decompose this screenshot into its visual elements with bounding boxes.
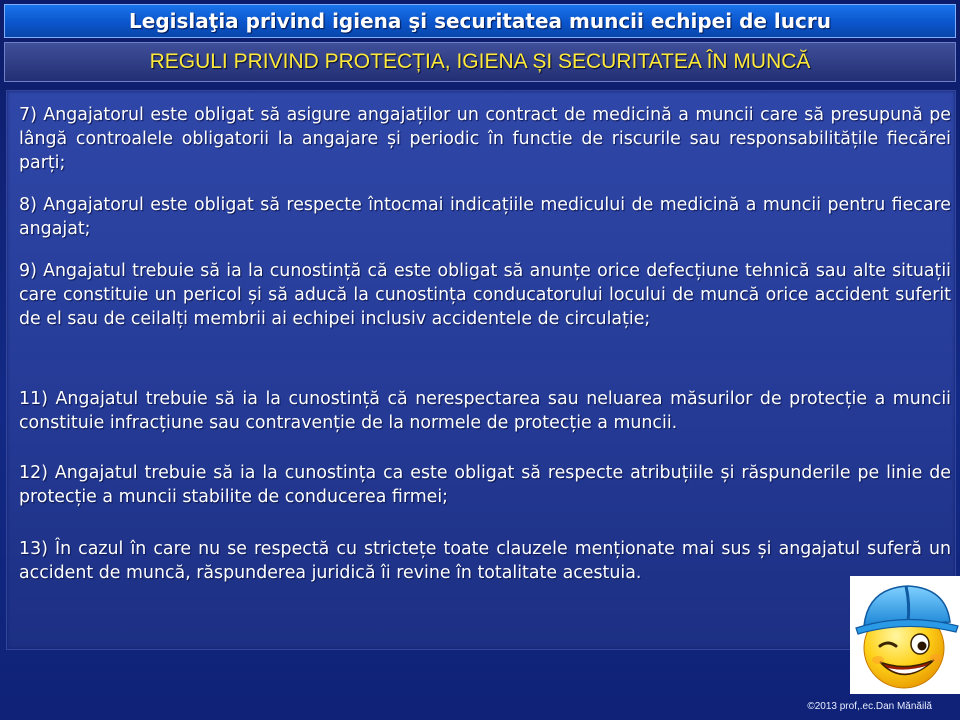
slide-title-bar	[4, 4, 956, 38]
slide-subtitle-bar	[4, 42, 956, 82]
rule-paragraph-7: 7) Angajatorul este obligat să asigure angajaților un contract de medicină a muncii care să presupună pe lângă controalele obligatorii la angajare și periodic în functie de riscurile sau responsabilitățile fiecărei parți;	[19, 105, 951, 173]
rule-paragraph-9: 9) Angajatul trebuie să ia la cunostință că este obligat să anunțe orice defecțiune tehnică sau alte situații care constituie un pericol și să aducă la cunostința conducatorului locului de muncă orice accident suferit de el sau de ceilalți membrii ai echipei inclusiv accidentele de circulație;	[19, 261, 951, 329]
slide-subtitle: REGULI PRIVIND PROTECȚIA, IGIENA ȘI SECURITATEA ÎN MUNCĂ	[149, 50, 811, 73]
rule-paragraph-12: 12) Angajatul trebuie să ia la cunostința ca este obligat să respecte atribuțiile și răspunderile pe linie de protecție a muncii stabilite de conducerea firmei;	[19, 463, 951, 507]
rule-paragraph-11: 11) Angajatul trebuie să ia la cunostință că nerespectarea sau neluarea măsurilor de protecție a muncii constituie infracțiune sau contravenție de la normele de protecție a muncii.	[19, 389, 951, 433]
smiley-hardhat-icon	[850, 576, 960, 694]
content-panel	[6, 90, 956, 650]
footer-credit: ©2013 prof,.ec.Dan Mănăilă	[807, 701, 932, 712]
slide-title: Legislaţia privind igiena şi securitatea muncii echipei de lucru	[129, 9, 831, 33]
rule-paragraph-8: 8) Angajatorul este obligat să respecte întocmai indicațiile medicului de medicină a muncii pentru fiecare angajat;	[19, 195, 951, 239]
rule-paragraph-13: 13) În cazul în care nu se respectă cu strictețe toate clauzele menționate mai sus și angajatul suferă un accident de muncă, răspunderea juridică îi revine în totalitate acestuia.	[19, 539, 951, 583]
